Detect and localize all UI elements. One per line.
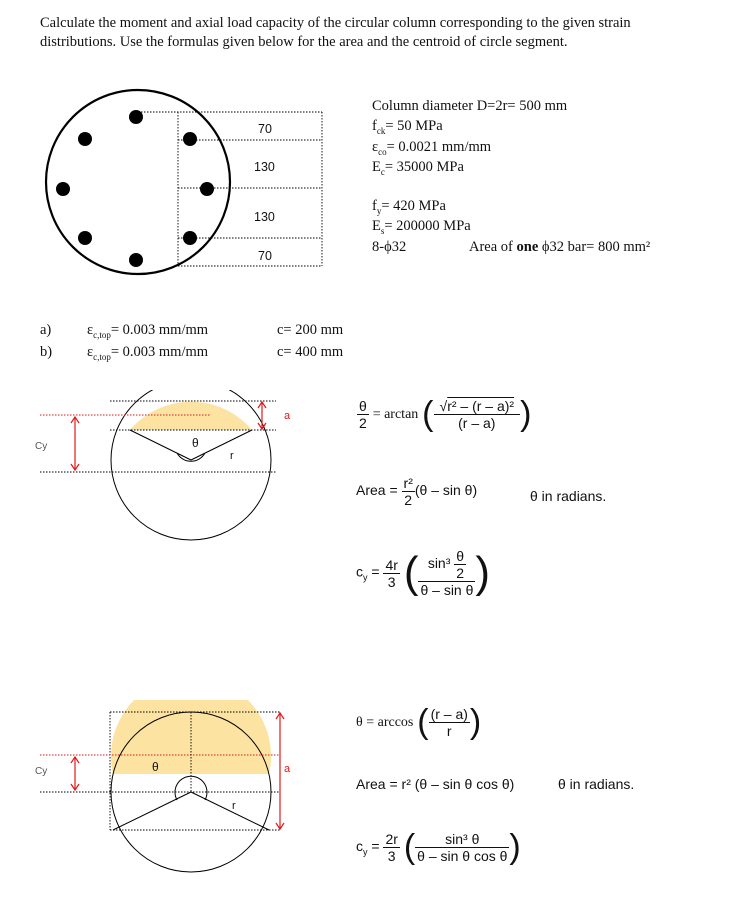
param-es: $E_s= 200000$ MPa <box>372 218 471 236</box>
rebar <box>129 110 143 124</box>
param-bar-area: Area of one ϕ32 bar= 800 mm² <box>469 239 651 255</box>
case-a-label: a) <box>40 322 52 338</box>
param-bars: 8-ϕ32 <box>372 239 407 255</box>
rebar <box>129 253 143 267</box>
r-label-2: r <box>232 800 236 812</box>
formula-cy-2: $c_y$ = $\frac{2r}{3}$ ( $\frac{\text{sin³ θ}}{\text{θ – sin θ cos θ}}$ ) <box>356 828 521 866</box>
formula-area-1: Area = $\frac{\text{r²}}{2}$ (θ – sin θ) <box>356 475 478 508</box>
param-ec: $E_c= 35000$ MPa <box>372 159 464 177</box>
column-section-diagram <box>30 88 360 278</box>
rebar <box>78 231 92 245</box>
theta-half-fraction: $\frac{\theta}{2}$ <box>359 398 367 431</box>
case-a-strain: $\varepsilon_{c,top}= 0.003$ mm/mm <box>87 322 209 340</box>
case-b-depth: c= 400 mm <box>277 344 344 360</box>
radians-note-1: θ in radians. <box>530 488 607 504</box>
param-eco: $\varepsilon_{co}= 0.0021$ mm/mm <box>372 139 492 157</box>
segment-diagram-2 <box>30 700 310 900</box>
rebar-group <box>56 110 214 267</box>
theta-label-1: θ <box>192 436 199 450</box>
dim-130-lower: 130 <box>254 210 275 224</box>
case-b-label: b) <box>40 344 53 360</box>
rebar <box>183 132 197 146</box>
a-label-2: a <box>284 763 291 775</box>
formula-theta-half: $\frac{\theta}{2}$ = arctan ( $\frac{\text{√r² – (r – a)²}}{(r - a)}$ ) <box>359 395 532 433</box>
rebar <box>78 132 92 146</box>
cy-label-2: Cy <box>35 766 48 777</box>
cy-label-1: Cy <box>35 441 48 452</box>
segment-diagram-1 <box>30 390 310 590</box>
dim-70-top: 70 <box>258 122 272 136</box>
param-fy: $f_y= 420$ MPa <box>372 198 446 216</box>
formula-area-2: Area = r² (θ – sin θ cos θ) <box>356 776 515 792</box>
case-b-strain: $\varepsilon_{c,top}= 0.003$ mm/mm <box>87 344 209 362</box>
a-label-1: a <box>284 410 291 422</box>
problem-statement: Calculate the moment and axial load capacity of the circular column corresponding to the given strain distributions. Use the formulas given below for the area and the centroid of circle segment. <box>40 15 631 50</box>
radians-note-2: θ in radians. <box>558 776 635 792</box>
case-a-depth: c= 200 mm <box>277 322 344 338</box>
dim-70-bottom: 70 <box>258 249 272 263</box>
rebar <box>200 182 214 196</box>
rebar <box>56 182 70 196</box>
r-label-1: r <box>230 450 234 462</box>
param-diameter: Column diameter D=2r= 500 mm <box>372 98 568 114</box>
theta-label-2: θ <box>152 760 159 774</box>
formula-cy-1: $c_y$ = $\frac{4r}{3}$ ( sin³ $\frac{\theta}{2}$ θ – sin θ ) <box>356 548 491 598</box>
formula-theta-arccos: θ = arccos ( $\frac{(r - a)}{r}$ ) <box>356 703 482 741</box>
param-fck: $f_{ck}= 50$ MPa <box>372 118 443 136</box>
dim-130-upper: 130 <box>254 160 275 174</box>
